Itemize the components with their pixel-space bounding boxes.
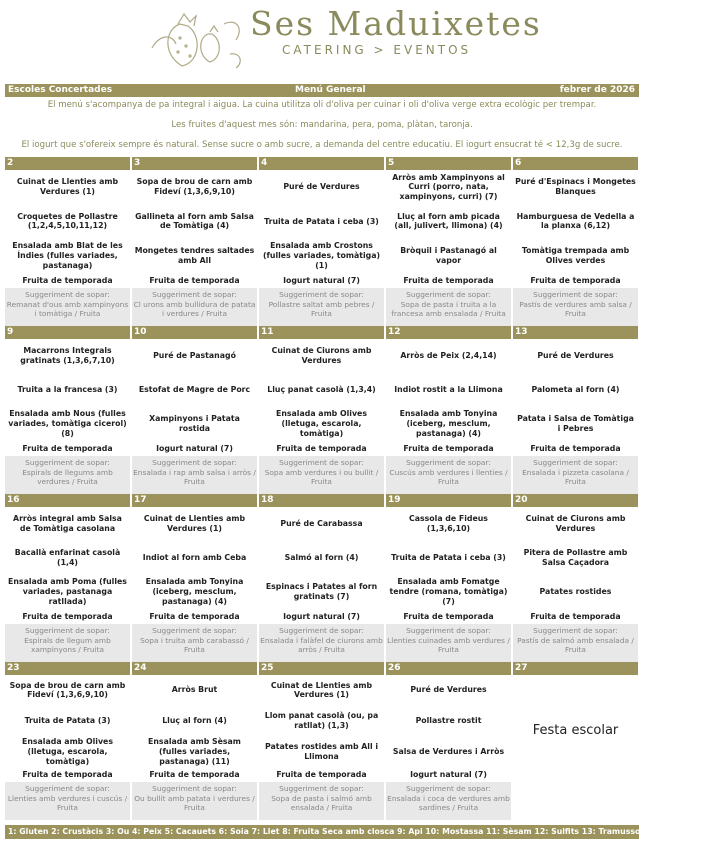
- second-course: Truita de Patata i ceba (3): [391, 553, 506, 563]
- side-dish: Espinacs i Patates al forn gratinats (7): [265, 582, 378, 601]
- day-cell: [386, 157, 511, 326]
- day-number: 19: [386, 494, 511, 507]
- first-course: Arròs amb Xampinyons al Curri (porro, nata, xampinyons, curri) (7): [392, 172, 505, 202]
- day-number: 13: [513, 326, 638, 339]
- dinner-suggestion-label: Suggeriment de sopar:: [279, 783, 364, 793]
- dessert: Fruita de temporada: [22, 444, 113, 453]
- day-cell: [259, 494, 384, 662]
- dinner-suggestion-text: Sopa i truita amb carabassó / Fruita: [140, 635, 249, 655]
- dessert: Fruita de temporada: [22, 769, 113, 779]
- dinner-suggestion-text: Cl urons amb bullidura de patata i verdures / Fruita: [133, 299, 256, 319]
- first-course: Cuinat de Llenties amb Verdures (1): [143, 514, 246, 533]
- day-number: 16: [5, 494, 130, 507]
- first-course: Arròs de Peix (2,4,14): [400, 351, 497, 361]
- day-cell: [5, 326, 130, 494]
- dessert: Fruita de temporada: [149, 275, 240, 285]
- dinner-suggestion-text: Llenties cuinades amb verdures / Fruita: [387, 635, 510, 655]
- first-course: Cassola de Fideus (1,3,6,10): [409, 514, 488, 533]
- first-course: Puré de Pastanagó: [153, 351, 236, 361]
- first-course: Macarrons Integrals gratinats (1,3,6,7,10): [20, 346, 115, 365]
- dinner-suggestion: [513, 288, 638, 326]
- side-dish: Salsa de Verdures i Arròs: [392, 746, 505, 756]
- dinner-suggestion: [5, 288, 130, 326]
- intro-line-1: El menú s'acompanya de pa integral i aigua. La cuina utilitza oli d'oliva per cuinar i oli d'oliva verge extra ecològic per trempar.: [47, 100, 597, 110]
- first-course: Cuinat de Llenties amb Verdures (1): [16, 177, 119, 197]
- side-dish: Ensalada amb Olives (lletuga, escarola, tomàtiga): [22, 737, 113, 766]
- second-course: Hamburguesa de Vedella a la planxa (6,12): [516, 211, 635, 231]
- side-dish: Ensalada amb Nous (fulles variades, tomàtiga cicerol) (8): [8, 409, 127, 438]
- day-number: 4: [259, 157, 384, 170]
- dinner-suggestion-label: Suggeriment de sopar:: [152, 458, 237, 467]
- side-dish: Ensalada amb Tonyina (iceberg, mesclum, pastanaga) (4): [399, 409, 498, 438]
- dinner-suggestion-label: Suggeriment de sopar:: [533, 458, 618, 467]
- dinner-suggestion-label: Suggeriment de sopar:: [25, 458, 110, 467]
- dessert: Iogurt natural (7): [410, 769, 487, 779]
- second-course: Estofat de Magre de Porc: [138, 385, 251, 395]
- day-number: 3: [132, 157, 257, 170]
- dessert: Fruita de temporada: [22, 612, 113, 621]
- day-cell: [132, 662, 257, 820]
- day-cell: [132, 494, 257, 662]
- second-course: Truita a la francesa (3): [17, 385, 118, 395]
- week-row: [5, 494, 639, 662]
- dessert: Fruita de temporada: [403, 275, 494, 285]
- week-row: [5, 326, 639, 494]
- intro-line-3: El iogurt que s'ofereix sempre és natural. Sense sucre o amb sucre, a demanda del centre educatiu. El iogurt ensucrat té < 12,3g de sucre.: [21, 140, 623, 150]
- dinner-suggestion: [386, 782, 511, 820]
- dinner-suggestion: [386, 624, 511, 662]
- day-number: 17: [132, 494, 257, 507]
- second-course: Lluç al forn amb picada (all, julivert, llimona) (4): [394, 211, 503, 231]
- menu-grid: [5, 157, 639, 820]
- day-cell: [513, 326, 638, 494]
- dinner-suggestion-text: Espirals de llegums amb verdures / Fruita: [22, 467, 113, 487]
- day-number: 26: [386, 662, 511, 675]
- dinner-suggestion-text: Ensalada i rap amb salsa i arròs / Fruita: [133, 467, 256, 487]
- side-dish: Ensalada amb Crostons (fulles variades, tomàtiga) (1): [262, 241, 381, 270]
- dinner-suggestion-text: Pastís de salmó amb ensalada / Fruita: [517, 635, 634, 655]
- dessert: Fruita de temporada: [530, 275, 621, 285]
- dinner-suggestion: [132, 456, 257, 494]
- dinner-suggestion: [513, 456, 638, 494]
- dessert: Fruita de temporada: [149, 612, 240, 621]
- first-course: Puré de Verdures: [283, 182, 360, 192]
- first-course: Puré de Verdures: [410, 685, 487, 695]
- day-number: 20: [513, 494, 638, 507]
- header: [0, 0, 645, 80]
- second-course: Palometa al forn (4): [531, 385, 620, 395]
- dinner-suggestion-label: Suggeriment de sopar:: [152, 783, 237, 793]
- dessert: Fruita de temporada: [403, 612, 494, 621]
- side-dish: Patates rostides amb All i Llimona: [264, 741, 379, 761]
- dinner-suggestion-label: Suggeriment de sopar:: [25, 626, 110, 635]
- dinner-suggestion-text: Pastís de verdures amb salsa / Fruita: [519, 299, 632, 319]
- dinner-suggestion: [513, 624, 638, 662]
- dinner-suggestion-text: Sopa de pasta i truita a la francesa amb ensalada / Fruita: [391, 299, 506, 319]
- dessert: Fruita de temporada: [403, 444, 494, 453]
- dinner-suggestion: [5, 624, 130, 662]
- second-course: Lluç panat casolà (1,3,4): [267, 385, 376, 395]
- dinner-suggestion-label: Suggeriment de sopar:: [406, 783, 491, 793]
- day-cell: [5, 662, 130, 820]
- day-number: 18: [259, 494, 384, 507]
- day-cell: [259, 662, 384, 820]
- dinner-suggestion-text: Cuscús amb verdures i llenties / Fruita: [389, 467, 508, 487]
- dessert: Fruita de temporada: [530, 612, 621, 621]
- dinner-suggestion-label: Suggeriment de sopar:: [25, 289, 110, 299]
- day-cell: [5, 494, 130, 662]
- day-cell: [132, 326, 257, 494]
- side-dish: Ensalada amb Olives (lletuga, escarola, tomàtiga): [276, 409, 367, 438]
- day-cell: [513, 662, 638, 820]
- dessert: Fruita de temporada: [530, 444, 621, 453]
- dessert: Iogurt natural (7): [156, 444, 233, 453]
- dinner-suggestion-label: Suggeriment de sopar:: [279, 626, 364, 635]
- menu-name: Menú General: [295, 85, 366, 95]
- second-course: Pollastre rostit: [415, 716, 482, 726]
- day-cell: [259, 326, 384, 494]
- first-course: Cuinat de Ciurons amb Verdures: [525, 514, 626, 533]
- dinner-suggestion-label: Suggeriment de sopar:: [533, 289, 618, 299]
- dinner-suggestion-label: Suggeriment de sopar:: [533, 626, 618, 635]
- side-dish: Tomàtiga trempada amb Olives verdes: [521, 246, 630, 265]
- dessert: Iogurt natural (7): [283, 275, 360, 285]
- first-course: Puré d'Espinacs i Mongetes Blanques: [515, 177, 636, 197]
- second-course: Lluç al forn (4): [162, 716, 227, 726]
- side-dish: Ensalada amb Sèsam (fulles variades, pastanaga) (11): [148, 737, 241, 766]
- dessert: Fruita de temporada: [22, 275, 113, 285]
- day-cell: [132, 157, 257, 326]
- menu-title-bar: [5, 84, 639, 97]
- dinner-suggestion-text: Remanat d'ous amb xampinyons i tomàtiga / Fruita: [6, 299, 129, 319]
- dessert: Fruita de temporada: [149, 769, 240, 779]
- dinner-suggestion-text: Ou bullit amb patata i verdures / Fruita: [134, 793, 255, 813]
- day-number: 6: [513, 157, 638, 170]
- day-number: 9: [5, 326, 130, 339]
- side-dish: Bròquil i Pastanagó al vapor: [400, 246, 497, 265]
- dinner-suggestion: [5, 456, 130, 494]
- first-course: Puré de Carabassa: [280, 519, 363, 529]
- allergen-legend: 1: Gluten 2: Crustàcis 3: Ou 4: Peix 5: Cacauets 6: Soia 7: Llet 8: Fruita Seca amb closca 9: Api 10: Mostassa 11: Sèsam 12: Sulfits 13: Tramussos 14: Mol·luscos: [5, 825, 639, 839]
- side-dish: Patates rostides: [539, 587, 612, 597]
- day-number: 24: [132, 662, 257, 675]
- dinner-suggestion: [386, 288, 511, 326]
- side-dish: Ensalada amb Fomatge tendre (romana, tomàtiga) (7): [389, 577, 508, 606]
- side-dish: Ensalada amb Blat de les Índies (fulles variades, pastanaga): [12, 241, 123, 270]
- day-number: 5: [386, 157, 511, 170]
- second-course: Bacallà enfarinat casolà (1,4): [14, 548, 121, 567]
- strawberry-logo-icon: [140, 4, 250, 74]
- side-dish: Ensalada amb Poma (fulles variades, pastanaga ratllada): [8, 577, 127, 606]
- dinner-suggestion-label: Suggeriment de sopar:: [406, 458, 491, 467]
- second-course: Truita de Patata (3): [24, 716, 111, 726]
- dinner-suggestion-label: Suggeriment de sopar:: [25, 783, 110, 793]
- second-course: Llom panat casolà (ou, pa ratllat) (1,3): [264, 711, 379, 730]
- second-course: Indiot rostit a la Llimona: [394, 385, 503, 395]
- dinner-suggestion: [132, 288, 257, 326]
- day-cell: [513, 157, 638, 326]
- dessert: Fruita de temporada: [276, 769, 367, 779]
- first-course: Arròs integral amb Salsa de Tomàtiga casolana: [13, 514, 122, 533]
- dessert: Iogurt natural (7): [283, 612, 360, 621]
- dinner-suggestion-text: Sopa amb verdures i ou bullit / Fruita: [264, 467, 379, 487]
- menu-month: febrer de 2026: [559, 85, 635, 95]
- dinner-suggestion: [132, 782, 257, 820]
- first-course: Sopa de brou de carn amb Fideví (1,3,6,9,10): [9, 680, 126, 700]
- dinner-suggestion-label: Suggeriment de sopar:: [279, 458, 364, 467]
- week-row: [5, 662, 639, 820]
- first-course: Cuinat de Ciurons amb Verdures: [271, 346, 372, 365]
- week-row: [5, 157, 639, 326]
- day-number: 27: [513, 662, 638, 675]
- dinner-suggestion-label: Suggeriment de sopar:: [152, 626, 237, 635]
- side-dish: Xampinyons i Patata rostida: [149, 414, 240, 433]
- second-course: Truita de Patata i ceba (3): [264, 216, 379, 226]
- side-dish: Mongetes tendres saltades amb All: [134, 246, 255, 265]
- second-course: Pitera de Pollastre amb Salsa Caçadora: [523, 548, 628, 567]
- dinner-suggestion-text: Ensalada i pizzeta casolana / Fruita: [522, 467, 629, 487]
- day-number: 10: [132, 326, 257, 339]
- first-course: Cuinat de Llenties amb Verdures (1): [270, 680, 373, 700]
- dinner-suggestion-text: Espirals de llegum amb xampinyons / Fruita: [24, 635, 111, 655]
- dinner-suggestion: [5, 782, 130, 820]
- side-dish: Ensalada amb Tonyina (iceberg, mesclum, pastanaga) (4): [145, 577, 244, 606]
- day-number: 23: [5, 662, 130, 675]
- dinner-suggestion-text: Ensalada i falàfel de ciurons amb arròs / Fruita: [260, 635, 383, 655]
- dinner-suggestion: [259, 624, 384, 662]
- dessert: Fruita de temporada: [276, 444, 367, 453]
- dinner-suggestion-label: Suggeriment de sopar:: [406, 626, 491, 635]
- dinner-suggestion: [259, 288, 384, 326]
- dinner-suggestion: [259, 782, 384, 820]
- second-course: Gallineta al forn amb Salsa de Tomàtiga (4): [135, 211, 254, 231]
- day-cell: [259, 157, 384, 326]
- dinner-suggestion: [132, 624, 257, 662]
- day-cell: [5, 157, 130, 326]
- dinner-suggestion-label: Suggeriment de sopar:: [406, 289, 491, 299]
- second-course: Croquetes de Pollastre (1,2,4,5,10,11,12): [17, 211, 118, 231]
- side-dish: Patata i Salsa de Tomàtiga i Pebres: [517, 414, 634, 433]
- day-cell: [513, 494, 638, 662]
- second-course: Indiot al forn amb Ceba: [142, 553, 247, 563]
- day-cell: [386, 326, 511, 494]
- dinner-suggestion-text: Ensalada i coca de verdures amb sardines / Fruita: [387, 793, 510, 813]
- dinner-suggestion-label: Suggeriment de sopar:: [152, 289, 237, 299]
- dinner-suggestion-text: Sopa de pasta i salmó amb ensalada / Fruita: [271, 793, 372, 813]
- holiday-label: Festa escolar: [532, 722, 619, 738]
- second-course: Salmó al forn (4): [284, 553, 359, 563]
- day-number: 2: [5, 157, 130, 170]
- day-cell: [386, 662, 511, 820]
- first-course: Sopa de brou de carn amb Fideví (1,3,6,9,10): [136, 177, 253, 197]
- first-course: Puré de Verdures: [537, 351, 614, 361]
- dinner-suggestion: [386, 456, 511, 494]
- dinner-suggestion-text: Pollastre saltat amb pebres / Fruita: [268, 299, 375, 319]
- first-course: Arròs Brut: [171, 685, 218, 695]
- day-cell: [386, 494, 511, 662]
- day-number: 25: [259, 662, 384, 675]
- dinner-suggestion: [259, 456, 384, 494]
- day-number: 11: [259, 326, 384, 339]
- school-type: Escoles Concertades: [8, 85, 113, 95]
- intro-line-2: Les fruites d'aquest mes són: mandarina, pera, poma, plàtan, taronja.: [171, 120, 473, 130]
- dinner-suggestion-text: Llenties amb verdures i cuscús / Fruita: [7, 793, 128, 813]
- day-number: 12: [386, 326, 511, 339]
- brand-subtitle: CATERING > EVENTOS: [282, 43, 472, 57]
- dinner-suggestion-label: Suggeriment de sopar:: [279, 289, 364, 299]
- brand-name: Ses Maduixetes: [250, 4, 542, 43]
